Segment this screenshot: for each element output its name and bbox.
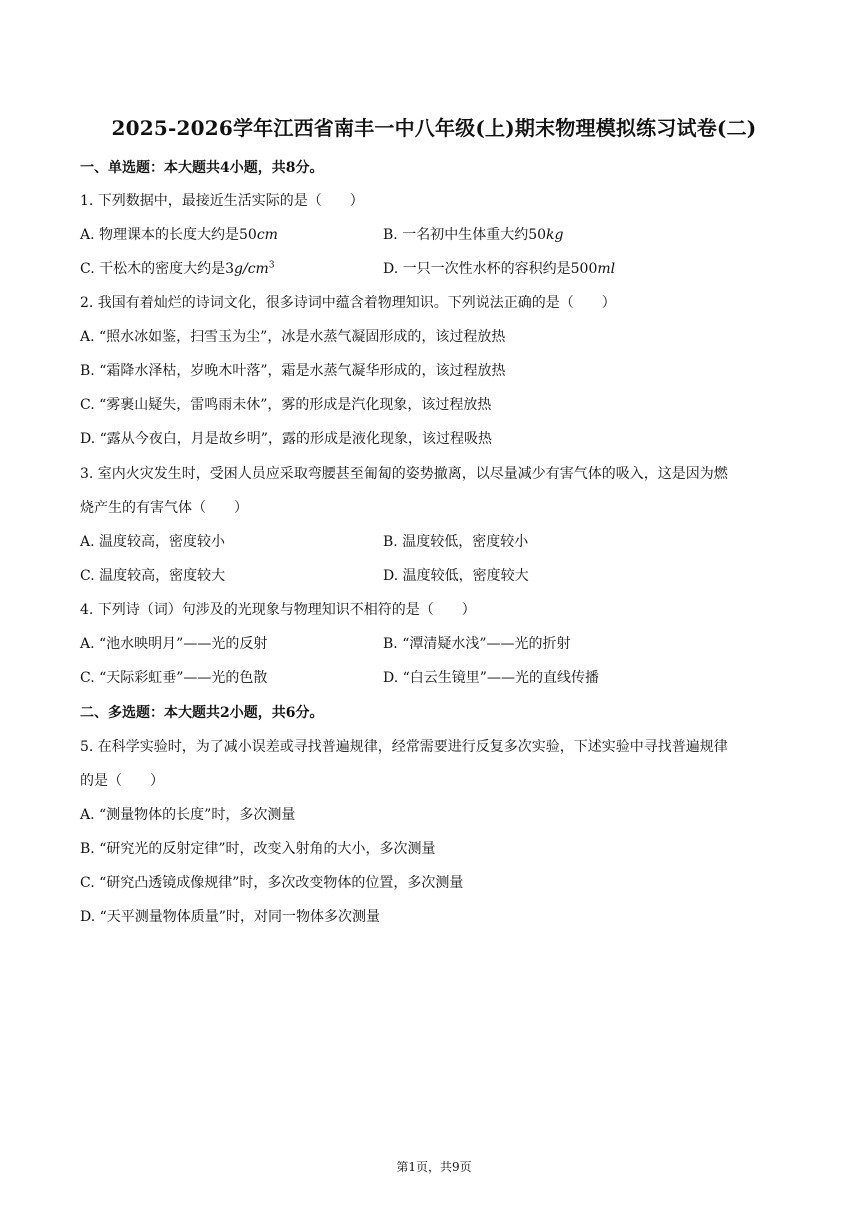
question-5-option-a: A. “测量物体的长度”时，多次测量 bbox=[80, 807, 296, 823]
question-5-option-c: C. “研究凸透镜成像规律”时，多次改变物体的位置，多次测量 bbox=[80, 875, 464, 891]
question-4-option-c: C. “天际彩虹垂”——光的色散 bbox=[80, 670, 268, 686]
question-3-option-b: B. 温度较低，密度较小 bbox=[383, 534, 529, 550]
question-3-option-c: C. 温度较高，密度较大 bbox=[80, 568, 226, 584]
question-3-option-a: A. 温度较高，密度较小 bbox=[80, 534, 226, 550]
question-1-option-a bbox=[80, 225, 278, 245]
option-unit: kg bbox=[546, 227, 564, 243]
question-2-option-a: A. “照水冰如鉴，扫雪玉为尘”，冰是水蒸气凝固形成的，该过程放热 bbox=[80, 329, 506, 345]
question-4-option-d: D. “白云生镜里”——光的直线传播 bbox=[383, 670, 599, 686]
page-title: 2025-2026学年江西省南丰一中八年级(上)期末物理模拟练习试卷(二) bbox=[111, 116, 757, 140]
option-unit: cm bbox=[256, 227, 278, 243]
question-3-option-d: D. 温度较低，密度较大 bbox=[383, 568, 529, 584]
section-heading-single-choice: 一、单选题：本大题共4小题，共8分。 bbox=[80, 160, 324, 176]
question-5-stem-line-2: 的是（ ） bbox=[80, 773, 164, 789]
section-heading-multiple-choice: 二、多选题：本大题共2小题，共6分。 bbox=[80, 705, 324, 721]
question-2-stem: 2. 我国有着灿烂的诗词文化，很多诗词中蕴含着物理知识。下列说法正确的是（ ） bbox=[80, 295, 616, 311]
question-4-option-b: B. “潭清疑水浅”——光的折射 bbox=[383, 636, 571, 652]
question-4-stem: 4. 下列诗（词）句涉及的光现象与物理知识不相符的是（ ） bbox=[80, 602, 476, 618]
question-5-stem-line-1: 5. 在科学实验时，为了减小误差或寻找普遍规律，经常需要进行反复多次实验，下述实验中寻找普遍规律 bbox=[80, 739, 728, 755]
option-text: A. 物理课本的长度大约是50 bbox=[80, 227, 257, 243]
question-3-stem-line-1: 3. 室内火灾发生时，受困人员应采取弯腰甚至匍匐的姿势撤离，以尽量减少有害气体的吸入，这是因为燃 bbox=[80, 466, 728, 482]
option-text: C. 干松木的密度大约是3 bbox=[80, 261, 235, 277]
question-1-option-d bbox=[383, 259, 615, 279]
option-unit-exponent: 3 bbox=[268, 260, 275, 271]
question-2-option-b: B. “霜降水泽枯，岁晚木叶落”，霜是水蒸气凝华形成的，该过程放热 bbox=[80, 363, 506, 379]
option-unit: ml bbox=[597, 261, 616, 277]
question-1-option-b bbox=[383, 225, 563, 245]
question-5-option-b: B. “研究光的反射定律”时，改变入射角的大小，多次测量 bbox=[80, 841, 436, 857]
question-2-option-d: D. “露从今夜白，月是故乡明”，露的形成是液化现象，该过程吸热 bbox=[80, 431, 492, 447]
page-footer: 第1页，共9页 bbox=[396, 1160, 472, 1174]
question-3-stem-line-2: 烧产生的有害气体（ ） bbox=[80, 500, 248, 516]
question-5-option-d: D. “天平测量物体质量”时，对同一物体多次测量 bbox=[80, 909, 380, 925]
option-unit: g/cm bbox=[234, 261, 269, 277]
option-text: B. 一名初中生体重大约50 bbox=[383, 227, 547, 243]
option-text: D. 一只一次性水杯的容积约是500 bbox=[383, 261, 598, 277]
question-1-stem: 1. 下列数据中，最接近生活实际的是（ ） bbox=[80, 193, 364, 209]
question-4-option-a: A. “池水映明月”——光的反射 bbox=[80, 636, 268, 652]
question-1-option-c bbox=[80, 259, 275, 279]
question-2-option-c: C. “雾裹山疑失，雷鸣雨未休”，雾的形成是汽化现象，该过程放热 bbox=[80, 397, 492, 413]
